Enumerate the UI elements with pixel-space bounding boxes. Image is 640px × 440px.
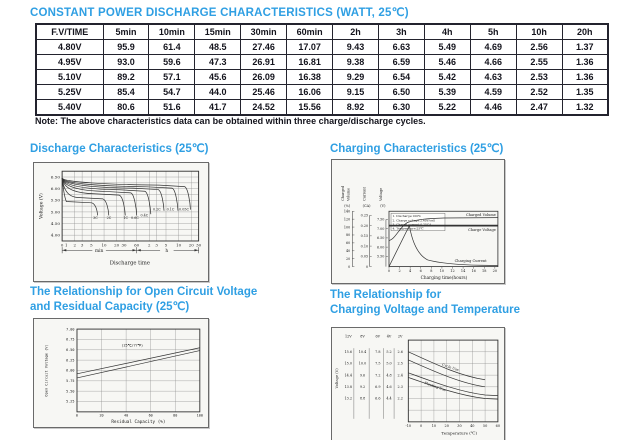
curve-label: 0.6C xyxy=(131,215,139,220)
table-cell: 27.46 xyxy=(241,40,287,55)
table-cell: 85.4 xyxy=(103,85,149,100)
table-cell: 57.1 xyxy=(149,70,195,85)
x-tick-label: 16 xyxy=(471,269,476,274)
curve-label: Floating Use xyxy=(423,380,447,393)
y-tick-label: 5.50 xyxy=(50,197,61,203)
table-cell: 6.59 xyxy=(378,55,424,70)
table-cell: 89.2 xyxy=(103,70,149,85)
y-tick-label: 6.00 xyxy=(66,368,75,373)
table-row xyxy=(36,40,608,55)
cvt-chart xyxy=(331,327,505,440)
y-tick-label: 6.75 xyxy=(66,337,75,342)
table-cell: 4.59 xyxy=(470,85,516,100)
y-tick-label: 5.00 xyxy=(50,209,61,215)
ocv-upper-line xyxy=(77,348,200,374)
constant-power-discharge-table xyxy=(35,23,609,116)
table-cell: 2.52 xyxy=(516,85,562,100)
table-cell: 2.56 xyxy=(516,40,562,55)
y-tick-label: 80 xyxy=(346,233,351,238)
x-tick-label: 60 xyxy=(134,242,140,248)
scale-tick-label: 10.0 xyxy=(358,361,367,366)
y-tick-label: 0.25 xyxy=(360,213,369,218)
table-cell: 5.39 xyxy=(424,85,470,100)
scale-tick-label: 9.6 xyxy=(359,373,366,378)
table-cell: 2.55 xyxy=(516,55,562,70)
table-row xyxy=(36,70,608,85)
x-tick-label: 80 xyxy=(173,413,178,418)
discharge-chart-title: Discharge Characteristics (25℃) xyxy=(30,143,209,155)
y-axis-label: Voltage (V) xyxy=(335,368,340,389)
x-tick-label: 40 xyxy=(124,413,129,418)
table-cell: 9.38 xyxy=(333,55,379,70)
x-tick-label: 14 xyxy=(460,269,466,274)
curve-label: 0.05C xyxy=(179,207,190,212)
x-tick-label: 2 xyxy=(398,269,401,274)
scale-tick-label: 5.0 xyxy=(386,361,392,366)
cvt-chart-title xyxy=(330,288,520,318)
y-tick-label: 7.00 xyxy=(66,327,75,332)
plot-border xyxy=(408,340,498,422)
x-tick-label: 3 xyxy=(80,242,84,248)
y-tick-label: 60 xyxy=(346,241,351,246)
condition-line: 2. Charge voltage:2.40V/cell xyxy=(392,218,436,223)
y-tick-label: 0.15 xyxy=(360,234,369,239)
table-cell: 9.15 xyxy=(333,85,379,100)
table-cell: 16.06 xyxy=(287,85,333,100)
scale-tick-label: 4.6 xyxy=(386,385,392,390)
y-tick-label: 4.00 xyxy=(50,232,61,238)
curve-label: Charge Voltage xyxy=(468,228,496,233)
ocv-lower-line xyxy=(77,351,200,378)
x-tick-label: 60 xyxy=(495,423,501,428)
axis-title: Volume xyxy=(346,187,351,201)
table-cell: 5.10V xyxy=(36,70,103,85)
table-cell: 5.22 xyxy=(424,100,470,116)
x-tick-label: 20 xyxy=(188,242,194,248)
y-tick-label: 20 xyxy=(346,256,351,261)
x-axis-label: Discharge time xyxy=(109,260,150,267)
table-cell: 16.38 xyxy=(287,70,333,85)
table-cell: 4.95V xyxy=(36,55,103,70)
curve-label: 1C xyxy=(123,215,129,220)
table-header-cell: F.V/TIME xyxy=(36,24,103,40)
x-tick-label: 8 xyxy=(430,269,433,274)
x-tick-label: 5 xyxy=(164,242,168,248)
axis-unit: (CA) xyxy=(362,204,371,209)
table-cell: 45.6 xyxy=(195,70,241,85)
table-header-cell: 2h xyxy=(333,24,379,40)
table-cell: 1.37 xyxy=(562,40,608,55)
arrow-head xyxy=(62,249,66,251)
table-cell: 8.92 xyxy=(333,100,379,116)
x-tick-label: 3 xyxy=(155,242,158,248)
curve-label: Cycle Use xyxy=(441,362,460,373)
y-tick-label: 40 xyxy=(346,249,351,254)
scale-tick-label: 2.4 xyxy=(397,373,403,378)
table-header-row xyxy=(36,24,608,40)
x-tick-label: 20 xyxy=(444,423,449,428)
page-title: CONSTANT POWER DISCHARGE CHARACTERISTICS (WATT, 25℃) xyxy=(30,7,409,19)
y-tick-label: 6.50 xyxy=(66,348,75,352)
table-cell: 4.66 xyxy=(470,55,516,70)
y-tick-label: 5.50 xyxy=(66,389,75,394)
x-tick-label: 20 xyxy=(492,269,498,274)
x-tick-label: 18 xyxy=(482,269,487,274)
y-tick-label: 120 xyxy=(343,217,351,222)
table-cell: 6.50 xyxy=(378,85,424,100)
scale-tick-label: 13.8 xyxy=(344,385,353,390)
table-note: Note: The above characteristics data can be obtained within three charge/discharge cycles. xyxy=(35,116,426,126)
x-tick-label: -10 xyxy=(405,423,412,428)
table-cell: 24.52 xyxy=(241,100,287,116)
table-cell: 1.35 xyxy=(562,85,608,100)
table-row xyxy=(36,55,608,70)
condition-line: 3. Charge current:0.25CA xyxy=(392,222,432,227)
table-cell: 1.36 xyxy=(562,55,608,70)
condition-line: 4. Temperature:25℃ xyxy=(392,226,424,231)
y-tick-label: 0 xyxy=(348,264,351,269)
scale-header: 12V xyxy=(344,334,352,339)
x-tick-label: 40 xyxy=(470,423,475,428)
scale-tick-label: 5.2 xyxy=(386,350,392,354)
table-cell: 1.32 xyxy=(562,100,608,116)
axis-unit: (%) xyxy=(344,204,351,209)
y-tick-label: 7.00 xyxy=(376,226,385,231)
table-header-cell: 20h xyxy=(562,24,608,40)
table-cell: 2.47 xyxy=(516,100,562,116)
x-tick-label: 10 xyxy=(101,242,107,248)
x-axis-label: Residual Capacity (%) xyxy=(111,419,166,425)
table-cell: 59.6 xyxy=(149,55,195,70)
x-unit-label: min xyxy=(94,249,104,255)
x-tick-label: 60 xyxy=(148,413,153,418)
scale-tick-label: 6.6 xyxy=(375,396,381,401)
table-cell: 5.49 xyxy=(424,40,470,55)
table-cell: 41.7 xyxy=(195,100,241,116)
charging-chart-canvas xyxy=(332,160,504,283)
scale-tick-label: 2.3 xyxy=(397,385,403,390)
condition-line: 1. Discharge:100% xyxy=(392,214,421,219)
table-cell: 80.6 xyxy=(103,100,149,116)
discharge-chart xyxy=(33,162,209,282)
curve-label: Charged Volume xyxy=(465,212,496,217)
charging-chart xyxy=(331,159,505,284)
table-cell: 4.63 xyxy=(470,70,516,85)
table-cell: 5.40V xyxy=(36,100,103,116)
scale-tick-label: 9.2 xyxy=(359,385,366,390)
curve-label: 3C xyxy=(93,215,98,220)
table-cell: 4.80V xyxy=(36,40,103,55)
x-tick-label: 0 xyxy=(75,413,79,418)
table-header-cell: 10min xyxy=(149,24,195,40)
table-body xyxy=(36,40,608,116)
table-header-cell: 4h xyxy=(424,24,470,40)
table-cell: 6.63 xyxy=(378,40,424,55)
curve-label: Charging Current xyxy=(454,258,487,263)
scale-tick-label: 10.4 xyxy=(358,350,367,354)
y-tick-label: 4.50 xyxy=(50,221,61,226)
table-cell: 17.07 xyxy=(287,40,333,55)
scale-tick-label: 4.4 xyxy=(386,396,392,401)
ocv-chart-canvas xyxy=(34,319,208,427)
table-cell: 15.56 xyxy=(287,100,333,116)
scale-tick-label: 2.2 xyxy=(397,396,403,401)
table-header-cell: 15min xyxy=(195,24,241,40)
y-tick-label: 7.50 xyxy=(376,217,385,222)
scale-tick-label: 4.8 xyxy=(386,373,392,378)
scale-tick-label: 7.5 xyxy=(375,361,381,366)
scale-header: 2V xyxy=(397,334,403,339)
scale-tick-label: 13.2 xyxy=(344,396,353,401)
y-tick-label: 0.05 xyxy=(360,254,369,259)
y-tick-label: 0 xyxy=(365,264,369,269)
discharge-chart-canvas xyxy=(34,163,208,281)
scale-tick-label: 7.8 xyxy=(375,350,381,354)
scale-header: 6V xyxy=(375,334,381,339)
table-cell: 44.0 xyxy=(195,85,241,100)
table-cell: 26.09 xyxy=(241,70,287,85)
axis-unit: (V) xyxy=(380,204,386,209)
table-row xyxy=(36,100,608,116)
x-tick-label: 20 xyxy=(99,413,104,418)
table-cell: 5.42 xyxy=(424,70,470,85)
ocv-title-line1: The Relationship for Open Circuit Voltage xyxy=(30,286,258,298)
table-cell: 93.0 xyxy=(103,55,149,70)
scale-header: 8V xyxy=(360,334,365,339)
table-cell: 51.6 xyxy=(149,100,195,116)
y-tick-label: 0.10 xyxy=(360,244,369,249)
y-tick-label: 5.75 xyxy=(66,379,75,384)
curve-label: 0.2C xyxy=(153,207,161,212)
table-cell: 4.46 xyxy=(470,100,516,116)
table-header-cell: 5min xyxy=(103,24,149,40)
y-tick-label: 5.25 xyxy=(66,399,75,404)
ocv-title-line2: and Residual Capacity (25℃) xyxy=(30,301,190,313)
x-tick-label: 2 xyxy=(73,242,77,248)
cvt-title-line2: Charging Voltage and Temperature xyxy=(330,304,520,316)
x-axis-label: Temperature (℃) xyxy=(441,430,478,436)
scale-tick-label: 15.6 xyxy=(344,350,353,354)
scale-tick-label: 15.0 xyxy=(344,361,353,366)
table-cell: 54.7 xyxy=(149,85,195,100)
table-cell: 1.36 xyxy=(562,70,608,85)
table-cell: 9.29 xyxy=(333,70,379,85)
x-unit-label: h xyxy=(165,249,169,255)
table-cell: 6.30 xyxy=(378,100,424,116)
table-cell: 61.4 xyxy=(149,40,195,55)
table-cell: 9.43 xyxy=(333,40,379,55)
x-tick-label: 10 xyxy=(431,423,437,428)
cvt-chart-canvas xyxy=(332,328,504,440)
y-tick-label: 6.50 xyxy=(50,174,61,180)
table-row xyxy=(36,85,608,100)
arrow-head xyxy=(132,249,136,251)
table-cell: 48.5 xyxy=(195,40,241,55)
curve-label: 2C xyxy=(106,215,112,220)
scale-header: 4V xyxy=(386,334,392,339)
scale-tick-label: 2.5 xyxy=(397,361,403,366)
charging-chart-title: Charging Characteristics (25℃) xyxy=(330,143,504,155)
y-tick-label: 140 xyxy=(343,209,351,214)
x-tick-label: 1 xyxy=(65,242,68,248)
x-tick-label: 30 xyxy=(121,242,127,248)
table-cell: 16.81 xyxy=(287,55,333,70)
x-tick-label: 10 xyxy=(176,242,182,248)
table-cell: 47.3 xyxy=(195,55,241,70)
axis-title: Current xyxy=(362,187,367,201)
y-tick-label: 6.00 xyxy=(376,245,385,250)
table-header-cell: 60min xyxy=(287,24,333,40)
cvt-title-line1: The Relationship for xyxy=(330,289,442,301)
y-tick-label: 5.50 xyxy=(376,254,385,259)
scale-tick-label: 14.4 xyxy=(344,373,353,378)
curve-label: 0.4C xyxy=(140,213,149,218)
table-header-cell: 5h xyxy=(470,24,516,40)
scale-tick-label: 6.9 xyxy=(375,385,381,390)
scale-tick-label: 2.6 xyxy=(397,350,403,354)
curve-label: 0.1C xyxy=(166,207,175,212)
y-tick-label: 0.20 xyxy=(360,223,369,228)
y-axis-label: Open Circuit Voltage (V) xyxy=(44,344,49,397)
ocv-chart xyxy=(33,318,209,428)
ocv-chart-title xyxy=(30,285,257,315)
x-tick-label: 12 xyxy=(450,269,455,274)
x-tick-label: 2 xyxy=(148,242,151,248)
arrow-head xyxy=(137,249,141,251)
discharge-curve-1C xyxy=(62,178,125,215)
table-cell: 2.53 xyxy=(516,70,562,85)
x-tick-label: 30 xyxy=(457,423,462,428)
x-tick-label: 100 xyxy=(196,413,203,418)
y-tick-label: 6.00 xyxy=(50,186,61,192)
scale-tick-label: 8.8 xyxy=(359,396,366,401)
table-cell: 25.46 xyxy=(241,85,287,100)
table-cell: 95.9 xyxy=(103,40,149,55)
x-tick-label: 4 xyxy=(409,269,412,274)
y-tick-label: 6.50 xyxy=(376,236,385,241)
x-tick-label: 30 xyxy=(196,242,202,248)
scale-tick-label: 7.2 xyxy=(375,373,381,378)
table-header-cell: 30min xyxy=(241,24,287,40)
x-tick-label: 5 xyxy=(90,242,93,248)
x-tick-label: 20 xyxy=(114,242,120,248)
table-head xyxy=(36,24,608,40)
table-cell: 6.54 xyxy=(378,70,424,85)
table-cell: 5.46 xyxy=(424,55,470,70)
table-header-cell: 10h xyxy=(516,24,562,40)
table-cell: 5.25V xyxy=(36,85,103,100)
x-axis-label: Charging time(hours) xyxy=(420,275,468,281)
x-tick-label: 50 xyxy=(482,423,488,428)
x-tick-label: 0 xyxy=(387,269,391,274)
table-cell: 4.69 xyxy=(470,40,516,55)
axis-title: Voltage xyxy=(378,187,383,201)
x-tick-label: 0 xyxy=(60,242,64,248)
y-tick-label: 100 xyxy=(343,225,351,230)
x-tick-label: 0 xyxy=(420,423,423,428)
y-axis-label: Voltage (V) xyxy=(39,193,45,219)
x-tick-label: 10 xyxy=(439,269,445,274)
chart-annotation: (25℃/77℉) xyxy=(121,343,144,348)
table-cell: 26.91 xyxy=(241,55,287,70)
table-header-cell: 3h xyxy=(378,24,424,40)
axis-title: Charged xyxy=(341,185,346,201)
x-tick-label: 6 xyxy=(419,269,422,274)
y-tick-label: 6.25 xyxy=(66,358,75,363)
arrow-head xyxy=(194,249,198,251)
